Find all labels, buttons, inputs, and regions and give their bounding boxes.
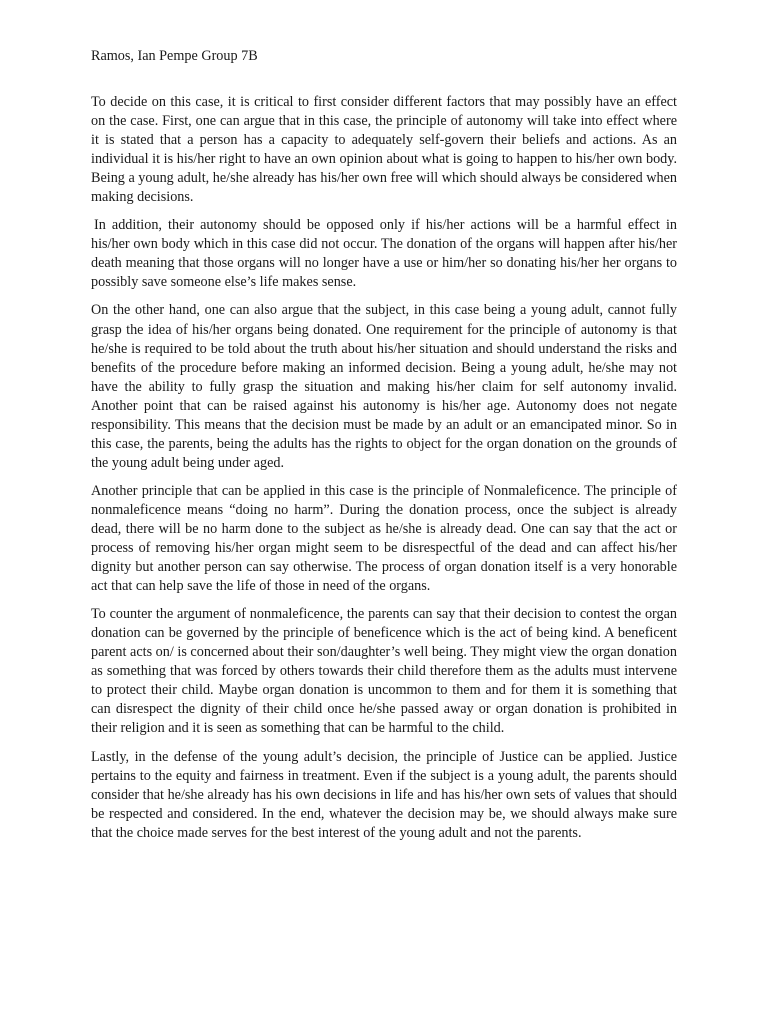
paragraph-autonomy-addition: In addition, their autonomy should be opposed only if his/her actions will be a harmful effect in his/her own body which in this case did not occur. The donation of the organs will happen after his/her death meaning that those organs will no longer have a use or him/her so donating his/her her organs to possibly save someone else’s life makes sense. [91,217,677,291]
paragraph-autonomy: To decide on this case, it is critical to first consider different factors that may possibly have an effect on the case. First, one can argue that in this case, the principle of autonomy will take into effect where it is stated that a person has a capacity to adequately self-govern their beliefs and actions. As an individual it is his/her right to have an own opinion about what is going to happen to his/her own body. Being a young adult, he/she already has his/her own free will which should always be considered when making decisions. [91,94,677,206]
paragraph-beneficence: To counter the argument of nonmaleficence, the parents can say that their decision to contest the organ donation can be governed by the principle of beneficence which is the act of being kind. A beneficent parent acts on/ is concerned about their son/daughter’s well being. They might view the organ donation as something that was forced by others towards their child therefore them as the adults must intervene to protect their child. Maybe organ donation is uncommon to them and for them it is something that can disrespect the dignity of their child once he/she passed away or organ donation is prohibited in their religion and it is seen as something that can be harmful to the child. [91,606,677,737]
author-header: Ramos, Ian Pempe Group 7B [91,48,258,64]
paragraph-justice: Lastly, in the defense of the young adult’s decision, the principle of Justice can be applied. Justice pertains to the equity and fairness in treatment. Even if the subject is a young adult, the parents should consider that he/she already has his own decisions in life and has his/her own sets of values that should be respected and considered. In the end, whatever the decision may be, we should always make sure that the choice made serves for the best interest of the young adult and not the parents. [91,748,677,841]
paragraph-nonmaleficence: Another principle that can be applied in this case is the principle of Nonmaleficence. The principle of nonmaleficence means “doing no harm”. During the donation process, once the subject is already dead, there will be no harm done to the subject as he/she is already dead. One can say that the act or process of removing his/her organ might seem to be disrespectful of the dead and can affect his/her dignity but another person can say otherwise. The process of organ donation itself is a very honorable act that can help save the life of those in need of the organs. [91,482,677,595]
document-body [91,93,677,852]
paragraph-counter-autonomy: On the other hand, one can also argue that the subject, in this case being a young adult, cannot fully grasp the idea of his/her organs being donated. One requirement for the principle of autonomy is that he/she is required to be told about the truth about his/her situation and should understand the risks and benefits of the procedure before making an informed decision. Being a young adult, he/she may not have the ability to fully grasp the situation and making his/her claim for self autonomy invalid. Another point that can be raised against his autonomy is his/her age. Autonomy does not negate responsibility. This means that the decision must be made by an adult or an emancipated minor. So in this case, the parents, being the adults has the rights to object for the organ donation on the grounds of the young adult being under aged. [91,302,677,471]
